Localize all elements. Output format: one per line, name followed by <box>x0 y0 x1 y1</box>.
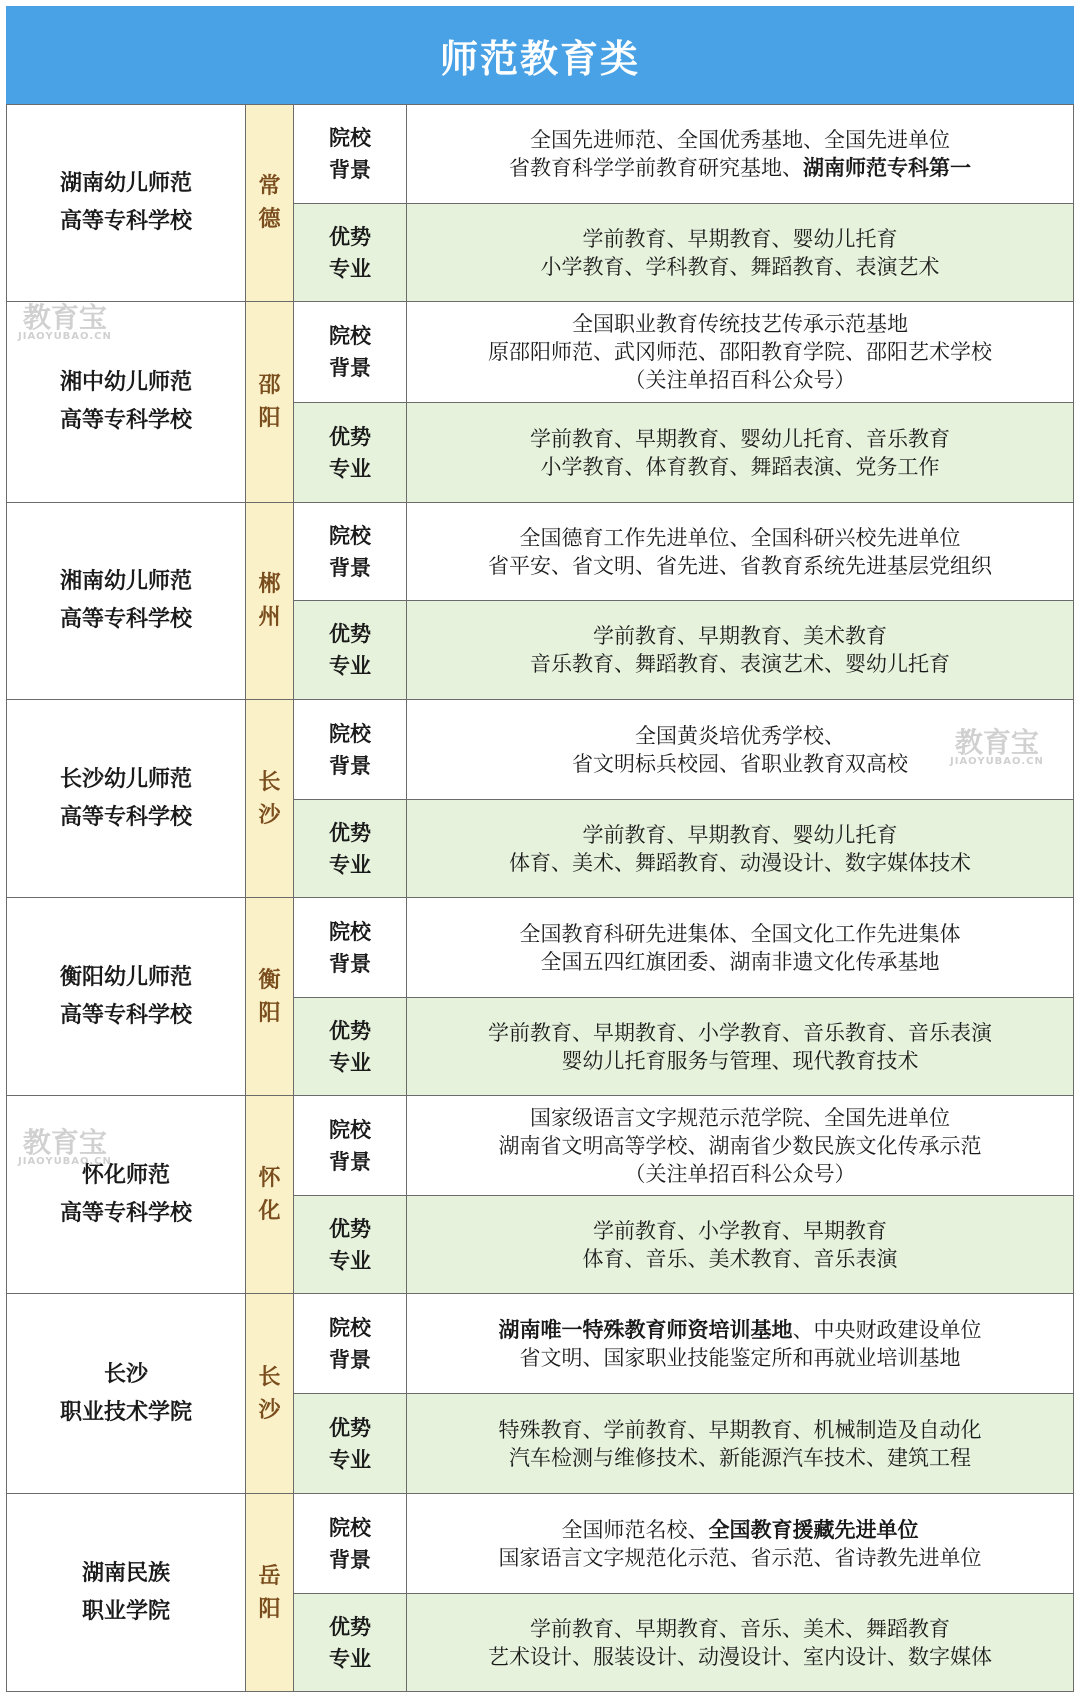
background-label <box>294 302 407 403</box>
majors-line: 汽车检测与维修技术、新能源汽车技术、建筑工程 <box>509 1445 971 1470</box>
background-line <box>407 1132 1073 1160</box>
city-cell <box>246 1294 294 1494</box>
background-text: 省平安、省文明、省先进、省教育系统先进基层党组织 <box>488 553 992 578</box>
background-text: （关注单招百科公众号） <box>624 1161 856 1186</box>
school-row <box>7 105 1074 204</box>
city-char: 德 <box>258 207 281 232</box>
label-line: 优势 <box>329 424 371 449</box>
school-name <box>7 1494 246 1692</box>
majors-line: 小学教育、体育教育、舞蹈表演、党务工作 <box>540 454 940 479</box>
city-char: 邵 <box>258 373 281 398</box>
majors-line: 学前教育、早期教育、小学教育、音乐教育、音乐表演 <box>488 1020 992 1045</box>
label-line: 院校 <box>329 1515 371 1540</box>
majors-label <box>294 1394 407 1494</box>
background-line <box>407 1516 1073 1544</box>
school-name-line: 职业学院 <box>81 1598 170 1624</box>
label-line: 背景 <box>329 1347 371 1372</box>
label-line: 背景 <box>329 1149 371 1174</box>
city-char: 阳 <box>258 406 281 431</box>
school-name <box>7 503 246 700</box>
label-line: 背景 <box>329 356 371 380</box>
highlight-text: 湖南师范专科第一 <box>803 156 971 180</box>
label-line: 背景 <box>329 753 371 778</box>
label-line: 院校 <box>329 126 371 150</box>
background-content <box>407 898 1074 998</box>
city-char: 长 <box>258 1364 281 1390</box>
label-line: 院校 <box>329 523 371 548</box>
city-char: 郴 <box>258 572 281 597</box>
majors-label <box>294 998 407 1096</box>
city-cell <box>246 1096 294 1294</box>
majors-label <box>294 1594 407 1692</box>
background-label <box>294 1494 407 1594</box>
school-name-line: 长沙 <box>103 1361 148 1387</box>
background-line <box>407 1544 1073 1572</box>
background-text: 国家级语言文字规范示范学院、全国先进单位 <box>530 1105 950 1130</box>
background-label <box>294 1096 407 1196</box>
label-line: 院校 <box>329 324 371 348</box>
school-row <box>7 1494 1074 1594</box>
background-line <box>407 1104 1073 1132</box>
label-line: 优势 <box>329 1018 371 1043</box>
label-line: 专业 <box>329 1646 371 1671</box>
watermark-text: 教育宝 <box>954 726 1039 759</box>
background-line <box>407 126 1073 154</box>
school-name-line: 湖南幼儿师范 <box>59 171 192 196</box>
city-cell <box>246 105 294 302</box>
background-line <box>407 1344 1073 1372</box>
watermark <box>18 1126 112 1168</box>
school-name <box>7 700 246 898</box>
school-row <box>7 1096 1074 1196</box>
majors-content <box>407 1594 1074 1692</box>
majors-content <box>407 204 1074 302</box>
background-text: 省文明、国家职业技能鉴定所和再就业培训基地 <box>519 1345 961 1370</box>
background-line <box>407 338 1073 366</box>
majors-content <box>407 998 1074 1096</box>
watermark-sub: JIAOYUBAO.CN <box>18 331 112 342</box>
highlight-text: 全国教育援藏先进单位 <box>708 1517 919 1542</box>
label-line: 优势 <box>329 224 371 249</box>
label-line: 专业 <box>329 1447 371 1472</box>
school-row <box>7 302 1074 403</box>
city-char: 沙 <box>258 802 281 828</box>
city-char: 常 <box>258 174 281 199</box>
majors-line: 学前教育、小学教育、早期教育 <box>593 1218 887 1243</box>
background-text: 国家语言文字规范化示范、省示范、省诗教先进单位 <box>498 1545 982 1570</box>
majors-label <box>294 601 407 700</box>
background-text: 全国五四红旗团委、湖南非遗文化传承基地 <box>540 949 940 974</box>
label-line: 优势 <box>329 1614 371 1639</box>
schools-table <box>6 104 1074 1692</box>
label-line: 优势 <box>329 622 371 646</box>
label-line: 院校 <box>329 1117 371 1142</box>
watermark <box>950 726 1044 768</box>
majors-line: 学前教育、早期教育、婴幼儿托育 <box>582 822 898 847</box>
school-name <box>7 898 246 1096</box>
background-line <box>407 552 1073 580</box>
majors-line: 体育、美术、舞蹈教育、动漫设计、数字媒体技术 <box>509 850 971 875</box>
background-label <box>294 1294 407 1394</box>
majors-label <box>294 403 407 503</box>
label-line: 专业 <box>329 1050 371 1075</box>
background-text: 湖南省文明高等学校、湖南省少数民族文化传承示范 <box>498 1133 982 1158</box>
city-char: 岳 <box>258 1563 281 1589</box>
background-line <box>407 1160 1073 1188</box>
background-line <box>407 366 1073 394</box>
school-name-line: 衡阳幼儿师范 <box>59 964 192 990</box>
background-content <box>407 105 1074 204</box>
background-line <box>407 948 1073 976</box>
label-line: 院校 <box>329 919 371 944</box>
school-name <box>7 105 246 302</box>
background-content <box>407 1294 1074 1394</box>
background-content <box>407 1096 1074 1196</box>
label-line: 背景 <box>329 158 371 182</box>
city-char: 衡 <box>258 967 281 993</box>
city-char: 长 <box>258 769 281 795</box>
background-line <box>407 524 1073 552</box>
background-line <box>407 1316 1073 1344</box>
label-line: 院校 <box>329 1315 371 1340</box>
label-line: 专业 <box>329 852 371 877</box>
school-name-line: 高等专科学校 <box>59 408 192 433</box>
majors-line: 学前教育、早期教育、音乐、美术、舞蹈教育 <box>530 1616 950 1641</box>
majors-line: 特殊教育、学前教育、早期教育、机械制造及自动化 <box>498 1417 982 1442</box>
city-cell <box>246 503 294 700</box>
watermark-sub: JIAOYUBAO.CN <box>950 756 1044 767</box>
background-content <box>407 503 1074 601</box>
city-char: 化 <box>258 1198 281 1224</box>
school-row <box>7 1294 1074 1394</box>
label-line: 背景 <box>329 555 371 580</box>
watermark-text: 教育宝 <box>22 1126 107 1159</box>
majors-line: 小学教育、学科教育、舞蹈教育、表演艺术 <box>540 254 940 279</box>
city-char: 阳 <box>258 1596 281 1622</box>
watermark-sub: JIAOYUBAO.CN <box>18 1156 112 1167</box>
school-name-line: 职业技术学院 <box>59 1399 192 1425</box>
majors-label <box>294 204 407 302</box>
majors-content <box>407 1394 1074 1494</box>
majors-content <box>407 1196 1074 1294</box>
majors-line: 艺术设计、服装设计、动漫设计、室内设计、数字媒体 <box>488 1644 992 1669</box>
background-label <box>294 105 407 204</box>
background-text: （关注单招百科公众号） <box>624 368 856 392</box>
background-text: 全国黄炎培优秀学校、 <box>635 723 845 748</box>
school-name-line: 高等专科学校 <box>59 1200 192 1226</box>
city-char: 阳 <box>258 1000 281 1026</box>
label-line: 院校 <box>329 721 371 746</box>
city-cell <box>246 302 294 503</box>
city-char: 州 <box>258 605 281 630</box>
majors-line: 学前教育、早期教育、婴幼儿托育、音乐教育 <box>530 426 950 451</box>
label-line: 专业 <box>329 654 371 678</box>
background-text: 、中央财政建设单位 <box>792 1317 982 1342</box>
background-line <box>407 920 1073 948</box>
label-line: 专业 <box>329 456 371 481</box>
background-content <box>407 1494 1074 1594</box>
school-name-line: 高等专科学校 <box>59 209 192 234</box>
watermark <box>18 301 112 343</box>
label-line: 优势 <box>329 1415 371 1440</box>
background-text: 省文明标兵校园、省职业教育双高校 <box>572 751 908 776</box>
background-text: 全国先进师范、全国优秀基地、全国先进单位 <box>530 128 950 152</box>
school-name-line: 高等专科学校 <box>59 607 192 632</box>
majors-content <box>407 403 1074 503</box>
background-label <box>294 700 407 800</box>
city-char: 怀 <box>258 1165 281 1191</box>
background-text: 全国职业教育传统技艺传承示范基地 <box>572 312 908 336</box>
label-line: 优势 <box>329 820 371 845</box>
school-name <box>7 1294 246 1494</box>
school-name-line: 怀化师范 <box>81 1162 170 1188</box>
highlight-text: 湖南唯一特殊教育师资培训基地 <box>498 1317 793 1342</box>
label-line: 背景 <box>329 951 371 976</box>
majors-label <box>294 1196 407 1294</box>
city-char: 沙 <box>258 1397 281 1423</box>
school-row <box>7 503 1074 601</box>
majors-content <box>407 800 1074 898</box>
school-name-line: 湖南民族 <box>81 1560 170 1586</box>
school-name-line: 长沙幼儿师范 <box>59 766 192 792</box>
label-line: 专业 <box>329 1248 371 1273</box>
background-text: 省教育科学学前教育研究基地、 <box>509 156 803 180</box>
school-name-line: 高等专科学校 <box>59 804 192 830</box>
watermark-text: 教育宝 <box>22 301 107 334</box>
school-name-line: 高等专科学校 <box>59 1002 192 1028</box>
majors-label <box>294 800 407 898</box>
label-line: 优势 <box>329 1216 371 1241</box>
background-line <box>407 154 1073 182</box>
background-text: 全国师范名校、 <box>561 1517 709 1542</box>
background-label <box>294 503 407 601</box>
school-name-line: 湘中幼儿师范 <box>59 370 192 395</box>
majors-content <box>407 601 1074 700</box>
school-row <box>7 898 1074 998</box>
label-line: 背景 <box>329 1547 371 1572</box>
label-line: 专业 <box>329 256 371 281</box>
background-text: 原邵阳师范、武冈师范、邵阳教育学院、邵阳艺术学校 <box>488 340 992 364</box>
majors-line: 体育、音乐、美术教育、音乐表演 <box>582 1246 898 1271</box>
background-line <box>407 310 1073 338</box>
background-label <box>294 898 407 998</box>
majors-line: 学前教育、早期教育、婴幼儿托育 <box>582 226 898 251</box>
majors-line: 学前教育、早期教育、美术教育 <box>593 624 887 648</box>
city-cell <box>246 1494 294 1692</box>
majors-line: 音乐教育、舞蹈教育、表演艺术、婴幼儿托育 <box>530 652 950 676</box>
school-name-line: 湘南幼儿师范 <box>59 569 192 594</box>
school-row <box>7 700 1074 800</box>
city-cell <box>246 898 294 1096</box>
background-content <box>407 302 1074 403</box>
city-cell <box>246 700 294 898</box>
background-text: 全国德育工作先进单位、全国科研兴校先进单位 <box>519 525 961 550</box>
background-text: 全国教育科研先进集体、全国文化工作先进集体 <box>519 921 961 946</box>
page-title: 师范教育类 <box>6 6 1074 104</box>
majors-line: 婴幼儿托育服务与管理、现代教育技术 <box>561 1048 919 1073</box>
